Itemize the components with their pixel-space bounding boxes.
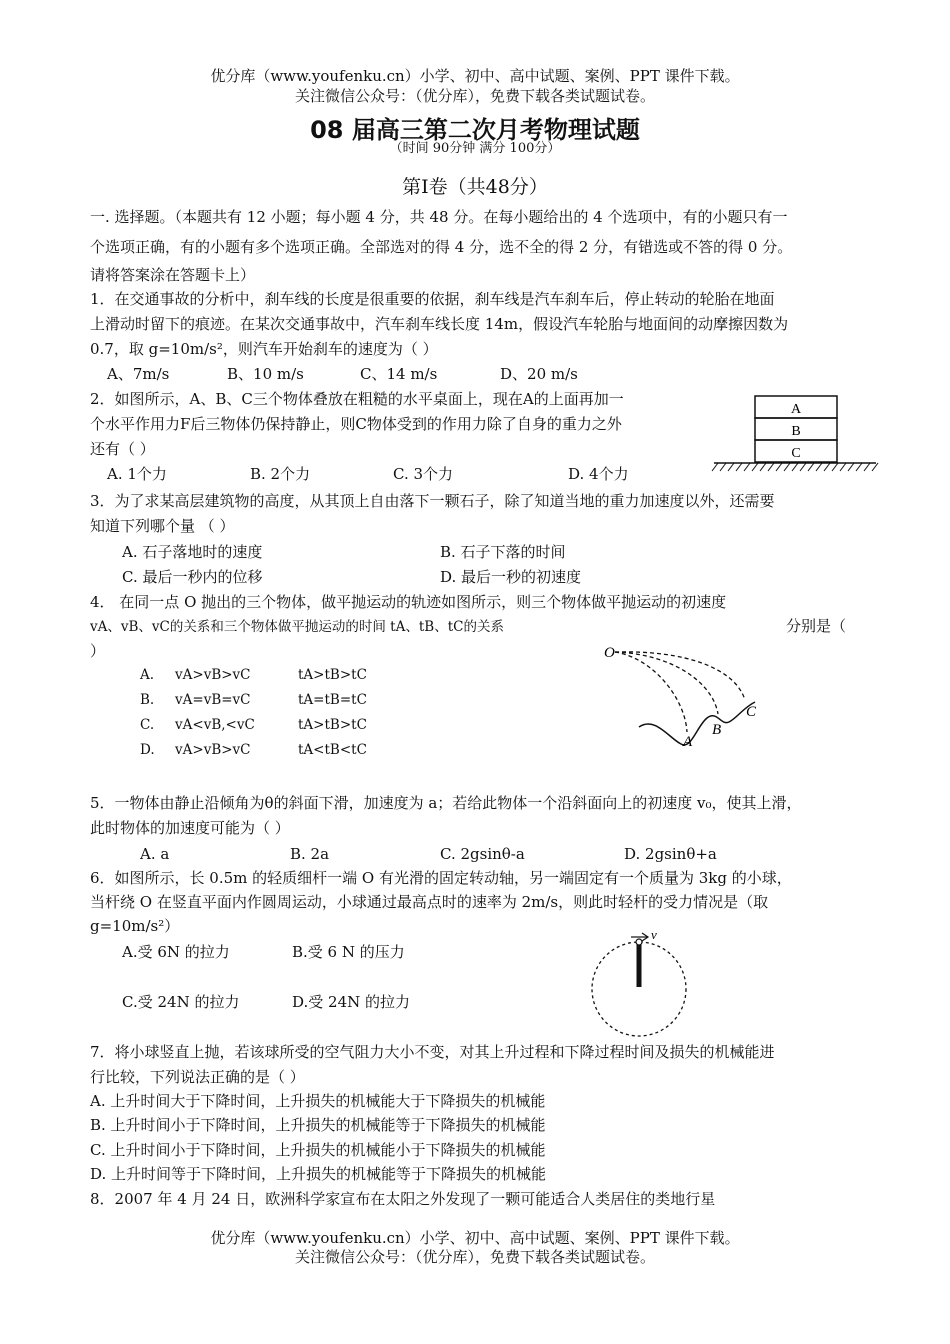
trajectory-b: [615, 652, 718, 714]
exam-subtitle: （时间 90分钟 满分 100分）: [389, 141, 561, 156]
table-hatching: [712, 463, 878, 471]
q4-option-b-v: vA=vB=vC: [175, 692, 251, 708]
q1-line-2: 上滑动时留下的痕迹。在某次交通事故中，汽车刹车线长度 14m，假设汽车轮胎与地面间的动摩擦因数为: [90, 315, 789, 333]
block-a-label: A: [790, 402, 802, 417]
q2-option-a: A. 1个力: [107, 465, 167, 483]
q2-option-c: C. 3个力: [393, 465, 454, 483]
q2-option-d: D. 4个力: [568, 465, 629, 483]
q5-line-1: 5．一物体由静止沿倾角为θ的斜面下滑，加速度为 a；若给此物体一个沿斜面向上的初速度 v₀，使其上滑，: [90, 794, 802, 812]
ground-profile: [639, 702, 755, 745]
part-heading: 第Ⅰ卷（共48分）: [402, 176, 548, 198]
velocity-label: v: [651, 927, 657, 942]
q1-option-b: B、10 m/s: [227, 365, 304, 383]
q6-option-a: A.受 6N 的拉力: [122, 943, 230, 961]
trajectory-c: [615, 652, 745, 700]
q4-option-c-v: vA<vB,<vC: [175, 717, 255, 733]
q7-option-d: D. 上升时间等于下降时间，上升损失的机械能等于下降损失的机械能: [90, 1165, 547, 1183]
point-c-label: C: [746, 704, 757, 720]
q4-option-a-v: vA>vB>vC: [175, 667, 251, 683]
q4-option-c-letter: C.: [140, 717, 155, 733]
q2-line-1: 2．如图所示，A、B、C三个物体叠放在粗糙的水平桌面上，现在A的上面再加一: [90, 390, 624, 408]
q4-line-1: 4． 在同一点 O 抛出的三个物体，做平抛运动的轨迹如图所示，则三个物体做平抛运动的初速度: [90, 593, 727, 611]
q1-option-d: D、20 m/s: [500, 365, 578, 383]
q5-line-2: 此时物体的加速度可能为（ ）: [90, 819, 290, 837]
q1-line-3: 0.7，取 g=10m/s²，则汽车开始刹车的速度为（ ）: [90, 340, 438, 358]
q1-option-a: A、7m/s: [107, 365, 170, 383]
q6-option-d: D.受 24N 的拉力: [292, 993, 411, 1011]
q7-line-1: 7．将小球竖直上抛，若该球所受的空气阻力大小不变，对其上升过程和下降过程时间及损失的机械能进: [90, 1043, 775, 1061]
stacked-blocks-figure: [700, 388, 890, 476]
q2-line-2: 个水平作用力F后三物体仍保持静止，则C物体受到的作用力除了自身的重力之外: [90, 415, 622, 433]
q2-line-3: 还有（ ）: [90, 440, 155, 458]
q4-option-b-t: tA=tB=tC: [298, 692, 367, 708]
q3-option-d: D. 最后一秒的初速度: [440, 568, 582, 586]
q4-option-d-v: vA>vB>vC: [175, 742, 251, 758]
rotating-rod-figure: [585, 925, 695, 1040]
q6-line-2: 当杆绕 O 在竖直平面内作圆周运动，小球通过最高点时的速率为 2m/s，则此时轻杆的受力情况是（取: [90, 893, 769, 911]
point-b-label: B: [712, 722, 722, 738]
q4-option-d-t: tA<tB<tC: [298, 742, 367, 758]
q7-line-2: 行比较，下列说法正确的是（ ）: [90, 1068, 305, 1086]
ball: [636, 939, 642, 945]
q2-option-b: B. 2个力: [250, 465, 311, 483]
header-line-1: 优分库（www.youfenku.cn）小学、初中、高中试题、案例、PPT 课件下载。: [210, 67, 740, 85]
header-line-2: 关注微信公众号：（优分库），免费下载各类试题试卷。: [294, 87, 655, 105]
exam-title: 08 届高三第二次月考物理试题: [310, 116, 640, 144]
q4-line-2-tail: 分别是（: [786, 617, 847, 635]
q6-option-b: B.受 6 N 的压力: [292, 943, 405, 961]
q4-option-d-letter: D.: [140, 742, 155, 758]
q1-line-1: 1．在交通事故的分析中，刹车线的长度是很重要的依据，刹车线是汽车刹车后，停止转动的轮胎在地面: [90, 290, 775, 308]
q8-line-1: 8．2007 年 4 月 24 日，欧洲科学家宣布在太阳之外发现了一颗可能适合人类居住的类地行星: [90, 1190, 716, 1208]
q4-option-c-t: tA>tB>tC: [298, 717, 367, 733]
trajectory-a: [615, 652, 687, 732]
q4-line-3: ）: [90, 642, 106, 660]
q3-line-1: 3．为了求某高层建筑物的高度，从其顶上自由落下一颗石子，除了知道当地的重力加速度以外，还需要: [90, 492, 775, 510]
point-a-label: A: [683, 734, 693, 750]
q5-option-c: C. 2gsinθ-a: [440, 845, 525, 863]
q3-option-b: B. 石子下落的时间: [440, 543, 566, 561]
block-b-label: B: [791, 424, 801, 439]
q4-option-a-letter: A.: [140, 667, 155, 683]
q4-option-a-t: tA>tB>tC: [298, 667, 367, 683]
q7-option-b: B. 上升时间小于下降时间，上升损失的机械能等于下降损失的机械能: [90, 1116, 546, 1134]
q3-line-2: 知道下列哪个量 （ ）: [90, 517, 235, 535]
q7-option-c: C. 上升时间小于下降时间，上升损失的机械能小于下降损失的机械能: [90, 1141, 546, 1159]
section-instructions-line-3: 请将答案涂在答题卡上）: [90, 266, 256, 284]
q6-option-c: C.受 24N 的拉力: [122, 993, 240, 1011]
q4-line-2: vA、vB、vC的关系和三个物体做平抛运动的时间 tA、tB、tC的关系: [90, 619, 504, 635]
q4-option-b-letter: B.: [140, 692, 155, 708]
q5-option-b: B. 2a: [290, 845, 330, 863]
section-instructions-line-2: 个选项正确，有的小题有多个选项正确。全部选对的得 4 分，选不全的得 2 分，有错选或不答的得 0 分。: [90, 238, 793, 256]
q5-option-a: A. a: [140, 845, 170, 863]
projectile-trajectory-figure: [595, 638, 775, 756]
q3-option-a: A. 石子落地时的速度: [122, 543, 263, 561]
section-instructions-line-1: 一. 选择题。（本题共有 12 小题；每小题 4 分，共 48 分。在每小题给出的 4 个选项中，有的小题只有一: [90, 208, 788, 226]
q6-line-1: 6．如图所示，长 0.5m 的轻质细杆一端 O 有光滑的固定转动轴，另一端固定有一个质量为 3kg 的小球，: [90, 869, 792, 887]
footer-line-2: 关注微信公众号：（优分库），免费下载各类试题试卷。: [294, 1248, 655, 1266]
q6-line-3: g=10m/s²）: [90, 917, 180, 935]
block-c-label: C: [791, 446, 801, 461]
q3-option-c: C. 最后一秒内的位移: [122, 568, 263, 586]
footer-line-1: 优分库（www.youfenku.cn）小学、初中、高中试题、案例、PPT 课件下载。: [210, 1229, 740, 1247]
origin-label: O: [604, 645, 615, 661]
q5-option-d: D. 2gsinθ+a: [624, 845, 717, 863]
q7-option-a: A. 上升时间大于下降时间，上升损失的机械能大于下降损失的机械能: [90, 1092, 546, 1110]
q1-option-c: C、14 m/s: [360, 365, 438, 383]
